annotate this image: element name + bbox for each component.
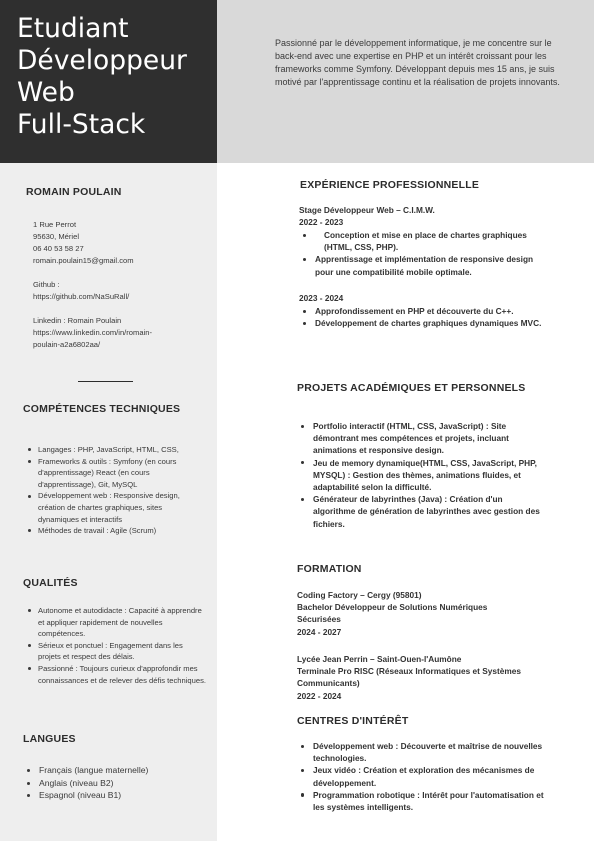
intro-text: Passionné par le développement informatique, je me concentre sur le back-end avec une expertise en PHP et un intérêt croissant pour les frameworks comme Symfony. Développant depuis mes 15 ans, je suis motivé par l'apprentissage continu et la réalisation de projets innovants. <box>275 38 560 87</box>
email-link[interactable]: romain.poulain15@gmail.com <box>33 256 134 265</box>
education-period: 2024 - 2027 <box>297 626 342 637</box>
list-item: Français (langue maternelle) <box>25 764 205 777</box>
education-heading: FORMATION <box>297 563 362 575</box>
experience-list <box>299 229 549 278</box>
github-label: Github : <box>33 280 60 289</box>
linkedin-url-line: poulain-a2a6802aa/ <box>33 340 101 349</box>
education-entry <box>297 653 527 702</box>
interests-list <box>297 740 553 813</box>
list-item: Espagnol (niveau B1) <box>25 789 205 802</box>
job-title-line: Etudiant <box>17 13 129 44</box>
languages-list <box>25 764 205 802</box>
projects-list <box>297 420 545 530</box>
education-school: Coding Factory – Cergy (95801) <box>297 590 422 600</box>
divider <box>78 381 133 382</box>
education-degree: Bachelor Développeur de Solutions Numériques Sécurisées <box>297 602 488 625</box>
experience-list <box>299 305 549 329</box>
experience-job-title: Stage Développeur Web – C.I.M.W. <box>299 205 435 215</box>
contact-info <box>33 219 211 351</box>
qualities-list <box>26 605 206 686</box>
experience-block <box>299 204 559 228</box>
linkedin-url-line: https://www.linkedin.com/in/romain- <box>33 328 153 337</box>
job-title-line: Web <box>17 77 75 108</box>
list-item: Frameworks & outils : Symfony (en cours d'apprentissage) React (en cours d'apprentissage), Git, MySQL <box>26 456 202 491</box>
address: 1 Rue Perrot <box>33 220 77 229</box>
job-title-line: Full-Stack <box>17 109 146 140</box>
qualities-heading: QUALITÉS <box>23 577 78 589</box>
projects-heading: PROJETS ACADÉMIQUES ET PERSONNELS <box>297 382 526 394</box>
linkedin-label: Linkedin : Romain Poulain <box>33 316 122 325</box>
list-item: Développement de chartes graphiques dynamiques MVC. <box>299 317 549 329</box>
list-item: Approfondissement en PHP et découverte du C++. <box>299 305 549 317</box>
list-item: Développement web : Découverte et maîtrise de nouvelles technologies. <box>297 740 553 764</box>
list-item: Autonome et autodidacte : Capacité à apprendre et appliquer rapidement de nouvelles compétences. <box>26 605 206 640</box>
experience-period: 2022 - 2023 <box>299 217 344 228</box>
list-item: Jeux vidéo : Création et exploration des mécanismes de développement. <box>297 764 553 788</box>
languages-heading: LANGUES <box>23 733 76 745</box>
title-block <box>0 0 217 163</box>
interests-heading: CENTRES D'INTÉRÊT <box>297 715 409 727</box>
education-period: 2022 - 2024 <box>297 690 342 701</box>
list-item: Portfolio interactif (HTML, CSS, JavaScript) : Site démontrant mes compétences et projets, incluant animations et responsive design. <box>297 420 545 457</box>
job-title <box>17 13 213 141</box>
list-item-text: Conception et mise en place de chartes graphiques (HTML, CSS, PHP). <box>324 230 527 253</box>
profile-name: ROMAIN POULAIN <box>26 186 122 198</box>
list-item: Sérieux et ponctuel : Engagement dans les projets et respect des délais. <box>26 640 206 663</box>
linkedin-link[interactable] <box>33 327 211 351</box>
list-item: Générateur de labyrinthes (Java) : Création d'un algorithme de génération de labyrinthes avec gestion des fichiers. <box>297 493 545 530</box>
skills-heading: COMPÉTENCES TECHNIQUES <box>23 403 181 415</box>
list-item: Passionné : Toujours curieux d'approfondir mes connaissances et de relever des défis techniques. <box>26 663 206 686</box>
list-item: Anglais (niveau B2) <box>25 777 205 790</box>
experience-period: 2023 - 2024 <box>299 293 344 303</box>
skills-list <box>26 444 202 537</box>
list-item: Jeu de memory dynamique(HTML, CSS, JavaScript, PHP, MYSQL) : Gestion des thèmes, animations fluides, et adaptabilité selon la difficulté. <box>297 457 545 494</box>
intro-block <box>217 0 594 163</box>
phone: 06 40 53 58 27 <box>33 244 84 253</box>
list-item: Développement web : Responsive design, création de chartes graphiques, sites dynamiques et interactifs <box>26 490 202 525</box>
list-item <box>299 229 549 253</box>
education-entry <box>297 589 527 638</box>
list-item: Langages : PHP, JavaScript, HTML, CSS, <box>26 444 202 456</box>
experience-heading: EXPÉRIENCE PROFESSIONNELLE <box>300 179 480 191</box>
list-item: Apprentissage et implémentation de responsive design pour une compatibilité mobile optimale. <box>299 253 549 277</box>
list-item: Méthodes de travail : Agile (Scrum) <box>26 525 202 537</box>
job-title-line: Développeur <box>17 45 187 76</box>
github-link[interactable]: https://github.com/NaSuRall/ <box>33 292 130 301</box>
education-school: Lycée Jean Perrin – Saint-Ouen-l'Aumône <box>297 654 462 664</box>
education-degree: Terminale Pro RISC (Réseaux Informatiques et Systèmes Communicants) <box>297 666 521 689</box>
city: 95630, Mériel <box>33 232 80 241</box>
list-item: Programmation robotique : Intérêt pour l'automatisation et les systèmes intelligents. <box>297 789 553 813</box>
